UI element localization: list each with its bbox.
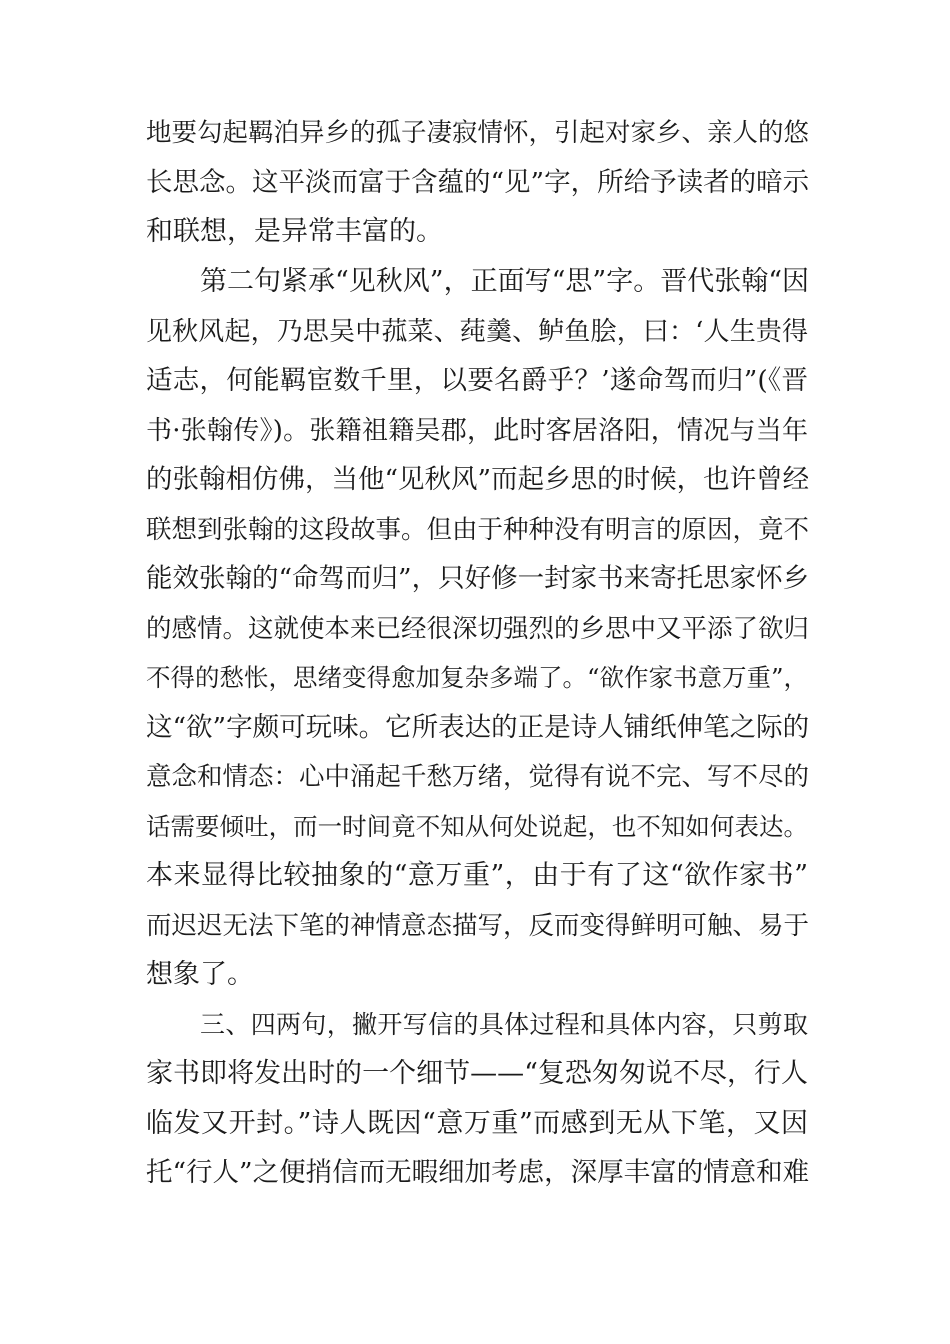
- text-line: 临发又开封。”诗人既因“意万重”而感到无从下笔，又因: [146, 1108, 808, 1139]
- text-line: 不得的愁怅，思绪变得愈加复杂多端了。“欲作家书意万重”，: [146, 663, 809, 692]
- text-line: 本来显得比较抽象的“意万重”，由于有了这“欲作家书”: [146, 860, 808, 891]
- text-line: 家书即将发出时的一个细节——“复恐匆匆说不尽，行人: [146, 1058, 808, 1089]
- text-line: 能效张翰的“命驾而归”，只好修一封家书来寄托思家怀乡: [146, 563, 810, 594]
- text-line: 适志，何能羁宦数千里，以要名爵乎？’遂命驾而归”(《晋: [146, 365, 808, 396]
- text-line: 和联想，是异常丰富的。: [146, 216, 443, 247]
- paragraph-start-line: 三、四两句，撇开写信的具体过程和具体内容，只剪取: [200, 1010, 808, 1039]
- text-line: 而迟迟无法下笔的神情意态描写，反而变得鲜明可触、易于: [146, 911, 810, 941]
- text-line: 想象了。: [146, 959, 254, 990]
- text-line: 的感情。这就使本来已经很深切强烈的乡思中又平添了欲归: [146, 614, 810, 644]
- text-line: 话需要倾吐，而一时间竟不知从何处说起，也不知如何表达。: [146, 812, 808, 841]
- text-line: 长思念。这平淡而富于含蕴的“见”字，所给予读者的暗示: [146, 167, 810, 198]
- text-line: 见秋风起，乃思吴中菰菜、莼羹、鲈鱼脍，曰：‘人生贵得: [146, 317, 808, 347]
- text-line: 地要勾起羁泊异乡的孤子凄寂情怀，引起对家乡、亲人的悠: [146, 118, 810, 148]
- paragraph-start-line: 第二句紧承“见秋风”，正面写“思”字。晋代张翰“因: [200, 266, 810, 297]
- text-line: 托“行人”之便捎信而无暇细加考虑，深厚丰富的情意和难: [146, 1157, 810, 1188]
- text-line: 这“欲”字颇可玩味。它所表达的正是诗人铺纸伸笔之际的: [146, 712, 810, 743]
- text-line: 的张翰相仿佛，当他“见秋风”而起乡思的时候，也许曾经: [146, 464, 810, 495]
- text-line: 书·张翰传》)。张籍祖籍吴郡，此时客居洛阳，情况与当年: [146, 416, 808, 446]
- text-line: 意念和情态：心中涌起千愁万绪，觉得有说不完、写不尽的: [146, 762, 810, 792]
- text-line: 联想到张翰的这段故事。但由于种种没有明言的原因，竟不: [146, 515, 810, 545]
